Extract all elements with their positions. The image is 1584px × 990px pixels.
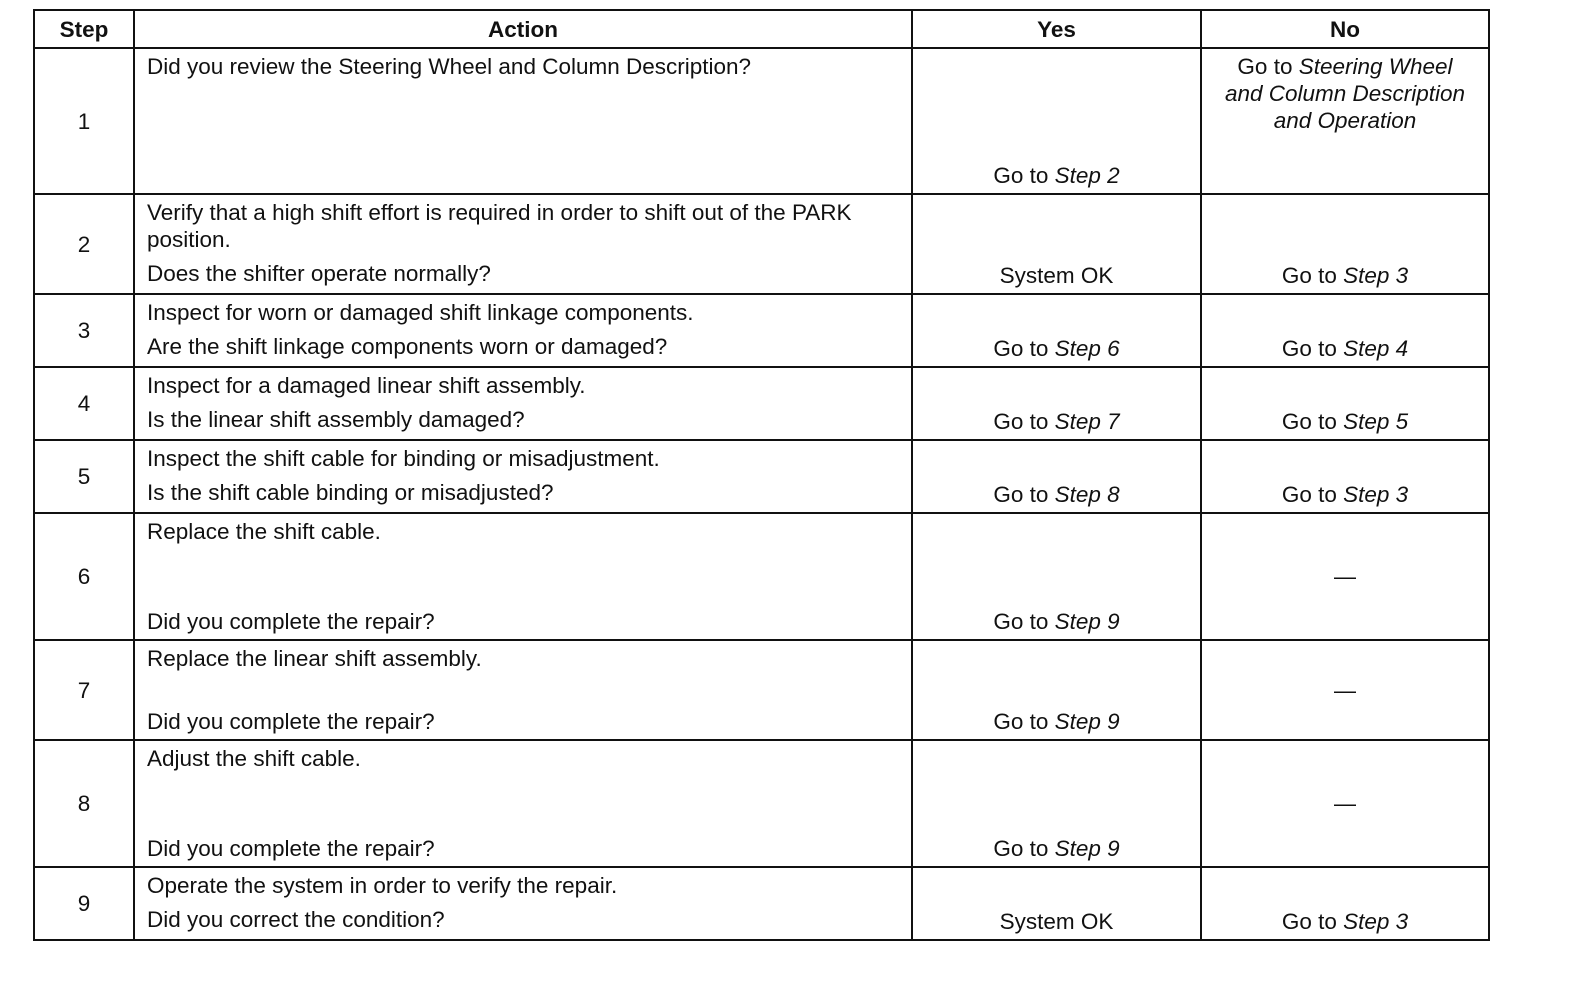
action-cell [134,867,912,940]
table-row [34,294,1489,367]
go-to-label: Go to [993,609,1049,634]
action-instruction: Replace the linear shift assembly. [147,646,482,671]
yes-cell [912,867,1201,940]
action-question: Is the linear shift assembly damaged? [147,407,525,432]
table-row [34,640,1489,740]
action-question: Are the shift linkage components worn or damaged? [147,334,668,359]
no-cell [1201,867,1489,940]
table-row [34,740,1489,867]
go-to-label: Go to [993,709,1049,734]
action-cell [134,440,912,513]
action-cell [134,194,912,294]
table-row [34,513,1489,640]
action-question: Does the shifter operate normally? [147,261,491,286]
step-number: 3 [34,294,134,367]
yes-step-ref: Step 9 [1054,836,1120,861]
no-cell [1201,194,1489,294]
action-instruction: Operate the system in order to verify the repair. [147,873,618,898]
step-number: 7 [34,640,134,740]
no-step-ref: Step 4 [1343,336,1409,361]
no-cell [1201,367,1489,440]
action-cell [134,640,912,740]
action-instruction: Inspect the shift cable for binding or misadjustment. [147,446,660,471]
yes-step-ref: Step 6 [1054,336,1120,361]
go-to-label: Go to [1281,482,1337,507]
no-step-ref: Step 5 [1343,409,1409,434]
yes-result: System OK [999,909,1114,934]
action-cell [134,740,912,867]
no-cell [1201,513,1489,640]
action-question: Is the shift cable binding or misadjusted? [147,480,554,505]
go-to-label: Go to [993,336,1049,361]
no-dash: — [1334,564,1356,589]
table-row [34,194,1489,294]
no-cell [1201,740,1489,867]
table-row [34,440,1489,513]
no-dash: — [1334,677,1356,703]
action-cell [134,513,912,640]
table-row [34,867,1489,940]
step-number: 8 [34,740,134,867]
table-row [34,48,1489,194]
action-instruction: Replace the shift cable. [147,519,381,544]
go-to-label: Go to [993,836,1049,861]
go-to-label: Go to [1281,263,1337,288]
yes-step-ref: Step 2 [1054,163,1120,188]
step-number: 9 [34,867,134,940]
yes-step-ref: Step 7 [1054,409,1120,434]
table-row [34,367,1489,440]
yes-cell [912,640,1201,740]
header-no: No [1201,10,1489,48]
yes-cell [912,194,1201,294]
yes-cell [912,513,1201,640]
yes-cell [912,294,1201,367]
action-instruction: Did you review the Steering Wheel and Column Description? [147,54,752,79]
go-to-label: Go to [993,409,1049,434]
step-number: 5 [34,440,134,513]
yes-cell [912,440,1201,513]
header-row [34,10,1489,48]
action-instruction: Inspect for a damaged linear shift assembly. [147,373,586,398]
yes-result: System OK [999,263,1114,288]
header-step: Step [34,10,134,48]
action-question: Did you correct the condition? [147,907,445,932]
header-action: Action [134,10,912,48]
go-to-label: Go to [1237,54,1293,79]
step-number: 4 [34,367,134,440]
step-number: 1 [34,48,134,194]
yes-step-ref: Step 9 [1054,609,1120,634]
header-yes: Yes [912,10,1201,48]
no-step-ref: Step 3 [1343,263,1409,288]
yes-cell [912,48,1201,194]
go-to-label: Go to [1281,409,1337,434]
no-cell [1201,48,1489,194]
go-to-label: Go to [993,482,1049,507]
action-question: Did you complete the repair? [147,709,435,734]
yes-step-ref: Step 9 [1054,709,1120,734]
action-instruction: Verify that a high shift effort is required in order to shift out of the PARK position. [147,200,852,252]
step-number: 6 [34,513,134,640]
go-to-label: Go to [1281,909,1337,934]
action-cell [134,294,912,367]
action-instruction: Adjust the shift cable. [147,746,361,771]
action-cell [134,48,912,194]
no-cell [1201,294,1489,367]
no-step-ref: Step 3 [1343,482,1409,507]
no-dash: — [1334,791,1356,816]
go-to-label: Go to [993,163,1049,188]
diagnostic-table [33,9,1490,941]
action-instruction: Inspect for worn or damaged shift linkage components. [147,300,694,325]
yes-step-ref: Step 8 [1054,482,1120,507]
no-step-ref: Steering Wheel and Column Description and Operation [1224,54,1466,133]
no-cell [1201,440,1489,513]
no-step-ref: Step 3 [1343,909,1409,934]
yes-cell [912,740,1201,867]
action-question: Did you complete the repair? [147,836,435,861]
step-number: 2 [34,194,134,294]
go-to-label: Go to [1281,336,1337,361]
yes-cell [912,367,1201,440]
no-cell [1201,640,1489,740]
action-cell [134,367,912,440]
action-question: Did you complete the repair? [147,609,435,634]
